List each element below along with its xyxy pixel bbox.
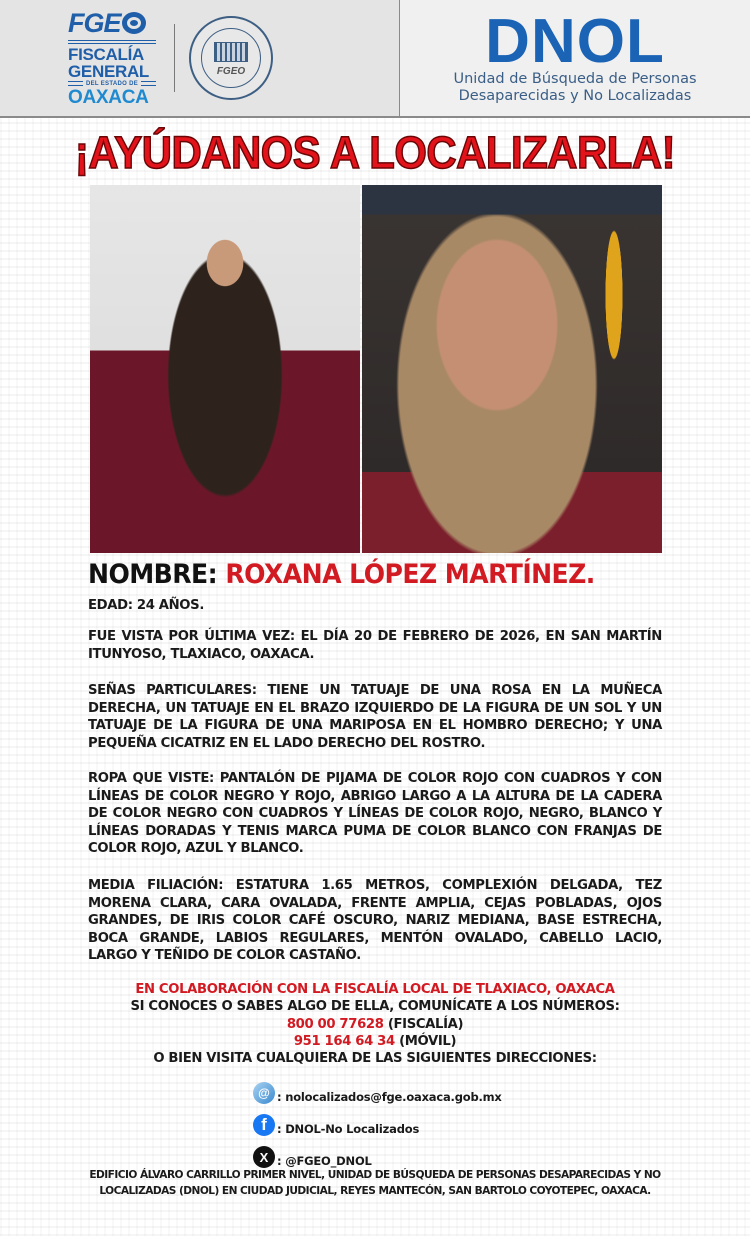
- x-twitter-handle[interactable]: : @FGEO_DNOL: [277, 1154, 372, 1168]
- seal-center-text: FGEO: [216, 65, 246, 77]
- office-address: [75, 1167, 675, 1199]
- person-photo-2: [362, 185, 662, 553]
- logo-divider: [174, 24, 175, 92]
- fgeo-line-4: OAXACA: [68, 86, 149, 108]
- x-twitter-icon: X: [253, 1146, 275, 1168]
- phone-number-movil[interactable]: 951 164 64 34: [293, 1033, 395, 1049]
- clothing-description: ROPA QUE VISTE: PANTALÓN DE PIJAMA DE COLOR ROJO CON CUADROS Y CON LÍNEAS DE COLOR NEGRO Y ROJO, ABRIGO LARGO A LA ALTURA DE LA CADERA DE COLOR NEGRO CON CUADROS Y LÍNEAS DE COLOR ROJO, NEGRO, BLANCO Y LÍNEAS DORADAS Y TENIS MARCA PUMA DE COLOR BLANCO CON FRANJAS DE COLOR ROJO, AZUL Y BLANCO.: [88, 771, 662, 857]
- social-links: [253, 1074, 553, 1170]
- fgeo-line-2: GENERAL: [68, 61, 150, 81]
- fgeo-line-3: DEL ESTADO DE: [68, 80, 156, 88]
- fgeo-globe-icon: [122, 12, 146, 34]
- photo-gallery: [90, 185, 662, 553]
- header-banner: [0, 0, 750, 118]
- last-seen-info: FUE VISTA POR ÚLTIMA VEZ: EL DÍA 20 DE FEBRERO DE 2026, EN SAN MARTÍN ITUNYOSO, TLAXIACO, OAXACA.: [88, 629, 662, 662]
- fgeo-seal-icon: [189, 16, 273, 100]
- person-name-row: [88, 558, 595, 592]
- distinguishing-marks: SEÑAS PARTICULARES: TIENE UN TATUAJE DE UNA ROSA EN LA MUÑECA DERECHA, UN TATUAJE EN EL BRAZO IZQUIERDO DE LA FIGURA DE UN SOL Y UN TATUAJE DE LA FIGURA DE UNA MARIPOSA EN EL HOMBRO DERECHO; Y UNA PEQUEÑA CICATRIZ EN EL LADO DERECHO DEL ROSTRO.: [88, 683, 662, 751]
- fgeo-line-1: FISCALÍA: [68, 44, 144, 64]
- dnol-logo-group: [400, 0, 750, 116]
- dnol-logo-title: DNOL: [485, 7, 665, 76]
- person-name: ROXANA LÓPEZ MARTÍNEZ.: [225, 559, 595, 590]
- building-icon: [214, 42, 248, 62]
- email-address[interactable]: : nolocalizados@fge.oaxaca.gob.mx: [277, 1090, 502, 1104]
- fgeo-logo-group: [0, 0, 400, 116]
- address-line-1: EDIFICIO ÁLVARO CARRILLO PRIMER NIVEL, UNIDAD DE BÚSQUEDA DE PERSONAS DESAPARECIDAS Y NO: [89, 1169, 661, 1181]
- collaboration-note: EN COLABORACIÓN CON LA FISCALÍA LOCAL DE TLAXIACO, OAXACA: [135, 982, 615, 997]
- divider: [68, 40, 156, 44]
- phone-number-fiscalia[interactable]: 800 00 77628: [286, 1016, 384, 1032]
- phone-row-movil: [88, 1033, 662, 1050]
- facebook-icon: f: [253, 1114, 275, 1136]
- person-photo-1: [90, 185, 360, 553]
- name-label: NOMBRE:: [88, 559, 218, 590]
- email-icon: @: [253, 1082, 275, 1104]
- dnol-subtitle-2: Desaparecidas y No Localizadas: [458, 88, 692, 104]
- phone-row-fiscalia: [88, 1016, 662, 1033]
- dnol-subtitle-1: Unidad de Búsqueda de Personas: [453, 71, 697, 87]
- contact-section: [88, 981, 662, 1067]
- call-to-action: SI CONOCES O SABES ALGO DE ELLA, COMUNÍCATE A LOS NÚMEROS:: [130, 999, 620, 1015]
- facebook-link[interactable]: [253, 1106, 553, 1136]
- physical-description: MEDIA FILIACIÓN: ESTATURA 1.65 METROS, COMPLEXIÓN DELGADA, TEZ MORENA CLARA, CARA OVALADA, FRENTE AMPLIA, CEJAS POBLADAS, OJOS GRANDES, DE IRIS COLOR CAFÉ OSCURO, NARIZ MEDIANA, BASE ESTRECHA, BOCA GRANDE, LABIOS REGULARES, MENTÓN OVALADO, CABELLO LACIO, LARGO Y TEÑIDO DE COLOR CASTAÑO.: [88, 878, 662, 964]
- phone-label-fiscalia: (FISCALÍA): [387, 1016, 464, 1032]
- fgeo-wordmark-text: FGE: [68, 7, 121, 38]
- person-age: EDAD: 24 AÑOS.: [88, 598, 204, 613]
- facebook-handle[interactable]: : DNOL-No Localizados: [277, 1122, 420, 1136]
- headline: ¡AYÚDANOS A LOCALIZARLA!: [74, 127, 676, 178]
- phone-label-movil: (MÓVIL): [399, 1033, 457, 1049]
- address-line-2: LOCALIZADAS (DNOL) EN CIUDAD JUDICIAL, REYES MANTECÓN, SAN BARTOLO COYOTEPEC, OAXACA.: [99, 1185, 651, 1197]
- email-link[interactable]: [253, 1074, 553, 1104]
- x-twitter-link[interactable]: [253, 1138, 553, 1168]
- visit-text: O BIEN VISITA CUALQUIERA DE LAS SIGUIENTES DIRECCIONES:: [153, 1051, 597, 1067]
- fgeo-logo: [68, 7, 158, 108]
